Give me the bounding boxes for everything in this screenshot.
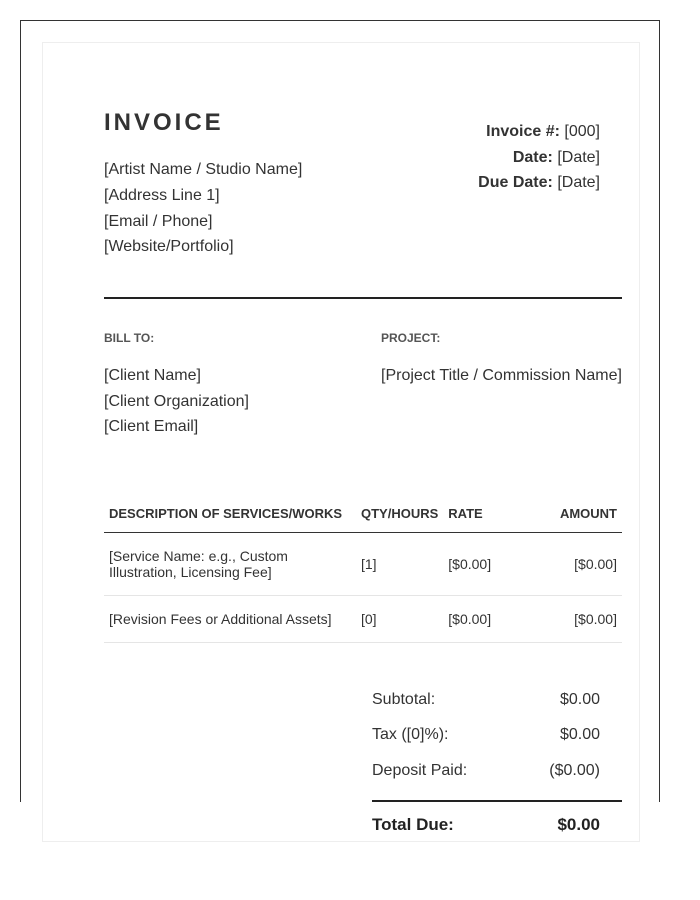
items-header-row — [104, 495, 622, 533]
table-row — [104, 533, 622, 596]
item-rate: [$0.00] — [443, 596, 533, 643]
tax-label: Tax ([0]%): — [372, 726, 449, 743]
subtotal-value: $0.00 — [559, 691, 600, 708]
total-due-value: $0.00 — [557, 815, 600, 834]
tax-value: $0.00 — [559, 726, 600, 743]
items-table — [104, 495, 622, 643]
invoice-number-label: Invoice #: — [486, 123, 560, 140]
item-qty: [0] — [356, 596, 443, 643]
invoice-due-value: [Date] — [557, 174, 600, 191]
total-due-label: Total Due: — [372, 815, 454, 834]
invoice-date — [513, 149, 600, 167]
artist-website: [Website/Portfolio] — [104, 238, 234, 255]
client-organization: [Client Organization] — [104, 393, 249, 410]
header-qty: QTY/HOURS — [356, 495, 443, 533]
bill-to-label: BILL TO: — [104, 331, 155, 345]
invoice-number-value: [000] — [564, 123, 600, 140]
item-rate: [$0.00] — [443, 533, 533, 596]
client-name: [Client Name] — [104, 367, 201, 384]
invoice-date-value: [Date] — [557, 149, 600, 166]
invoice-title: INVOICE — [104, 109, 224, 136]
invoice-date-label: Date: — [512, 149, 553, 166]
item-description: [Service Name: e.g., Custom Illustration, Licensing Fee] — [104, 533, 356, 596]
artist-name: [Artist Name / Studio Name] — [104, 161, 303, 178]
table-row — [104, 596, 622, 643]
project-title: [Project Title / Commission Name] — [381, 367, 622, 384]
header-rate: RATE — [443, 495, 533, 533]
header-amount: AMOUNT — [533, 495, 622, 533]
item-amount: [$0.00] — [533, 533, 622, 596]
item-qty: [1] — [356, 533, 443, 596]
client-email: [Client Email] — [104, 418, 199, 435]
totals-divider — [372, 800, 622, 802]
invoice-due-date — [478, 174, 600, 192]
artist-address: [Address Line 1] — [104, 187, 220, 204]
header-divider — [104, 297, 622, 299]
invoice-due-label: Due Date: — [478, 174, 553, 191]
item-amount: [$0.00] — [533, 596, 622, 643]
project-label: PROJECT: — [381, 331, 441, 345]
deposit-value: ($0.00) — [549, 762, 600, 779]
invoice-sheet — [42, 42, 640, 842]
invoice-number — [486, 123, 600, 141]
artist-contact: [Email / Phone] — [104, 213, 213, 230]
header-description: DESCRIPTION OF SERVICES/WORKS — [104, 495, 356, 533]
invoice-frame — [20, 20, 660, 834]
item-description: [Revision Fees or Additional Assets] — [104, 596, 356, 643]
deposit-label: Deposit Paid: — [372, 762, 468, 779]
subtotal-label: Subtotal: — [372, 691, 436, 708]
